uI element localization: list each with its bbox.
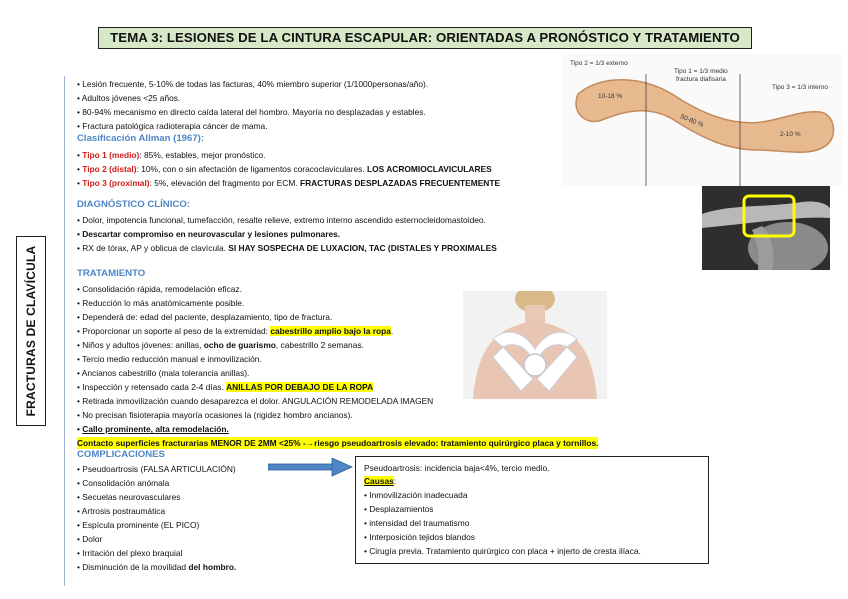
support-text: • Proporcionar un soporte al peso de la extremidad:	[77, 326, 269, 336]
bone-label-tipo3: Tipo 3 = 1/3 interno	[772, 84, 828, 91]
section-bracket	[64, 76, 70, 586]
bone-pct-lateral: 10-18 %	[598, 93, 623, 100]
treatment-line: • No precisan fisioterapia mayoría ocasiones la (rigidez hombro ancianos).	[77, 410, 353, 420]
inspection-text: • Inspección y retensado cada 2-4 días.	[77, 382, 224, 392]
arrow-icon	[268, 458, 354, 478]
intro-line: • 80-94% mecanismo en directo caída lateral del hombro. Mayoría no desplazadas y estables.	[77, 107, 426, 117]
children-text: • Niños y adultos jóvenes: anillas,	[77, 340, 202, 350]
type2-label: Tipo 2 (distal)	[82, 164, 137, 174]
intro-line: • Fractura patológica radioterapia cáncer de mama.	[77, 121, 268, 131]
callus-text: Callo prominente, alta remodelación.	[82, 424, 229, 434]
treatment-line	[77, 423, 229, 435]
brace-photo	[463, 291, 607, 399]
type2-text: : 10%, con o sin afectación de ligamentos coracoclaviculares.	[136, 164, 365, 174]
mobility-text: • Disminución de la movilidad	[77, 562, 187, 572]
cause-item: • Interposición tejidos blandos	[364, 532, 475, 542]
support-highlight: cabestrillo amplio bajo la ropa	[270, 326, 391, 336]
bone-pct-middle: 50-80 %	[679, 113, 705, 129]
classification-type1: • Tipo 1 (medio): 85%, estables, mejor pronóstico.	[77, 150, 266, 160]
complication-item: • Dolor	[77, 534, 103, 544]
pseudoarthrosis-callout	[355, 456, 709, 564]
cause-item: • Cirugía previa. Tratamiento quirúrgico con placa + injerto de cresta ilíaca.	[364, 546, 641, 556]
side-label-box	[16, 236, 46, 426]
diagnosis-rx-text: • RX de tórax, AP y oblicua de clavícula.	[77, 243, 226, 253]
diagnosis-heading: DIAGNÓSTICO CLÍNICO:	[77, 199, 190, 210]
callus-bullet: •	[77, 424, 83, 434]
classification-type2: • Tipo 2 (distal): 10%, con o sin afectación de ligamentos coracoclaviculares. LOS ACROMIOCLAVICULARES	[77, 164, 492, 174]
children-bold: ocho de guarismo	[203, 340, 276, 350]
treatment-line: • Consolidación rápida, remodelación eficaz.	[77, 284, 242, 294]
inspection-highlight: ANILLAS POR DEBAJO DE LA ROPA	[226, 382, 374, 392]
treatment-heading: TRATAMIENTO	[77, 268, 146, 279]
callout-line: Pseudoartrosis: incidencia baja<4%, tercio medio.	[364, 463, 550, 473]
complication-item: • Irritación del plexo braquial	[77, 548, 183, 558]
complication-item: • Espícula prominente (EL PICO)	[77, 520, 200, 530]
complications-heading: COMPLICACIONES	[77, 449, 165, 460]
type2-bold: LOS ACROMIOCLAVICULARES	[367, 164, 492, 174]
bone-label-tipo1b: fractura diafisaria	[676, 76, 726, 83]
bone-pct-medial: 2-10 %	[780, 131, 801, 138]
type1-text: : 85%, estables, mejor pronóstico.	[139, 150, 266, 160]
treatment-line: • Ancianos cabestrillo (mala tolerancia anillas).	[77, 368, 250, 378]
causes-colon: :	[393, 476, 397, 486]
type3-text: : 5%, elevación del fragmento por ECM.	[149, 178, 298, 188]
treatment-line: • Reducción lo más anatómicamente posible.	[77, 298, 245, 308]
causes-label: Causas	[364, 476, 394, 486]
complication-item: • Consolidación anómala	[77, 478, 170, 488]
type3-bold: FRACTURAS DESPLAZADAS FRECUENTEMENTE	[299, 178, 501, 188]
complication-item: • Secuelas neurovasculares	[77, 492, 181, 502]
bone-label-tipo2: Tipo 2 = 1/3 externo	[570, 60, 628, 67]
classification-heading: Clasificación Allman (1967):	[77, 133, 205, 144]
cause-item: • Desplazamientos	[364, 504, 434, 514]
treatment-line: • Retirada inmovilización cuando desaparezca el dolor. ANGULACIÓN REMODELADA IMAGEN	[77, 396, 434, 406]
mobility-bold: del hombro.	[188, 562, 237, 572]
type1-label: Tipo 1 (medio)	[82, 150, 140, 160]
side-label: FRACTURAS DE CLAVÍCULA	[24, 245, 38, 417]
diagnosis-line: • Descartar compromiso en neurovascular y lesiones pulmonares.	[77, 229, 341, 239]
complication-item: • Artrosis postraumática	[77, 506, 166, 516]
cause-item: • intensidad del traumatismo	[364, 518, 470, 528]
intro-line: • Lesión frecuente, 5-10% de todas las facturas, 40% miembro superior (1/1000personas/año).	[77, 79, 429, 89]
causes-line	[364, 476, 396, 486]
children-end: , cabestrillo 2 semanas.	[275, 340, 364, 350]
treatment-line	[77, 325, 393, 337]
diagnosis-line	[77, 242, 497, 254]
type3-label: Tipo 3 (proximal)	[82, 178, 150, 188]
cause-item: • Inmovilización inadecuada	[364, 490, 468, 500]
treatment-line	[77, 339, 364, 351]
bone-label-tipo1a: Tipo 1 = 1/3 medio	[674, 68, 728, 75]
page-title: TEMA 3: LESIONES DE LA CINTURA ESCAPULAR: ORIENTADAS A PRONÓSTICO Y TRATAMIENTO	[98, 27, 752, 49]
complication-item	[77, 561, 236, 573]
treatment-line: • Tercio medio reducción manual e inmovilización.	[77, 354, 262, 364]
classification-type3: • Tipo 3 (proximal): 5%, elevación del fragmento por ECM. FRACTURAS DESPLAZADAS FRECUENTEMENTE	[77, 178, 501, 188]
intro-line: • Adultos jóvenes <25 años.	[77, 93, 181, 103]
clavicle-diagram	[562, 54, 842, 186]
diagnosis-rx-bold: SI HAY SOSPECHA DE LUXACION, TAC (DISTALES Y PROXIMALES	[228, 243, 497, 253]
treatment-line: • Dependerá de: edad del paciente, desplazamiento, tipo de fractura.	[77, 312, 333, 322]
diagnosis-line: • Dolor, impotencia funcional, tumefacción, resalte relieve, extremo interno ascendido esternocleidomastoideo.	[77, 215, 486, 225]
contact-highlight: Contacto superficies fracturarias MENOR DE 2MM <25% -→riesgo pseudoartrosis elevado: tratamiento quirúrgico placa y tornillos.	[77, 438, 599, 448]
support-end: .	[390, 326, 394, 336]
treatment-line	[77, 381, 373, 393]
complication-item: • Pseudoartrosis (FALSA ARTICULACIÓN)	[77, 464, 236, 474]
xray-image	[702, 186, 830, 270]
